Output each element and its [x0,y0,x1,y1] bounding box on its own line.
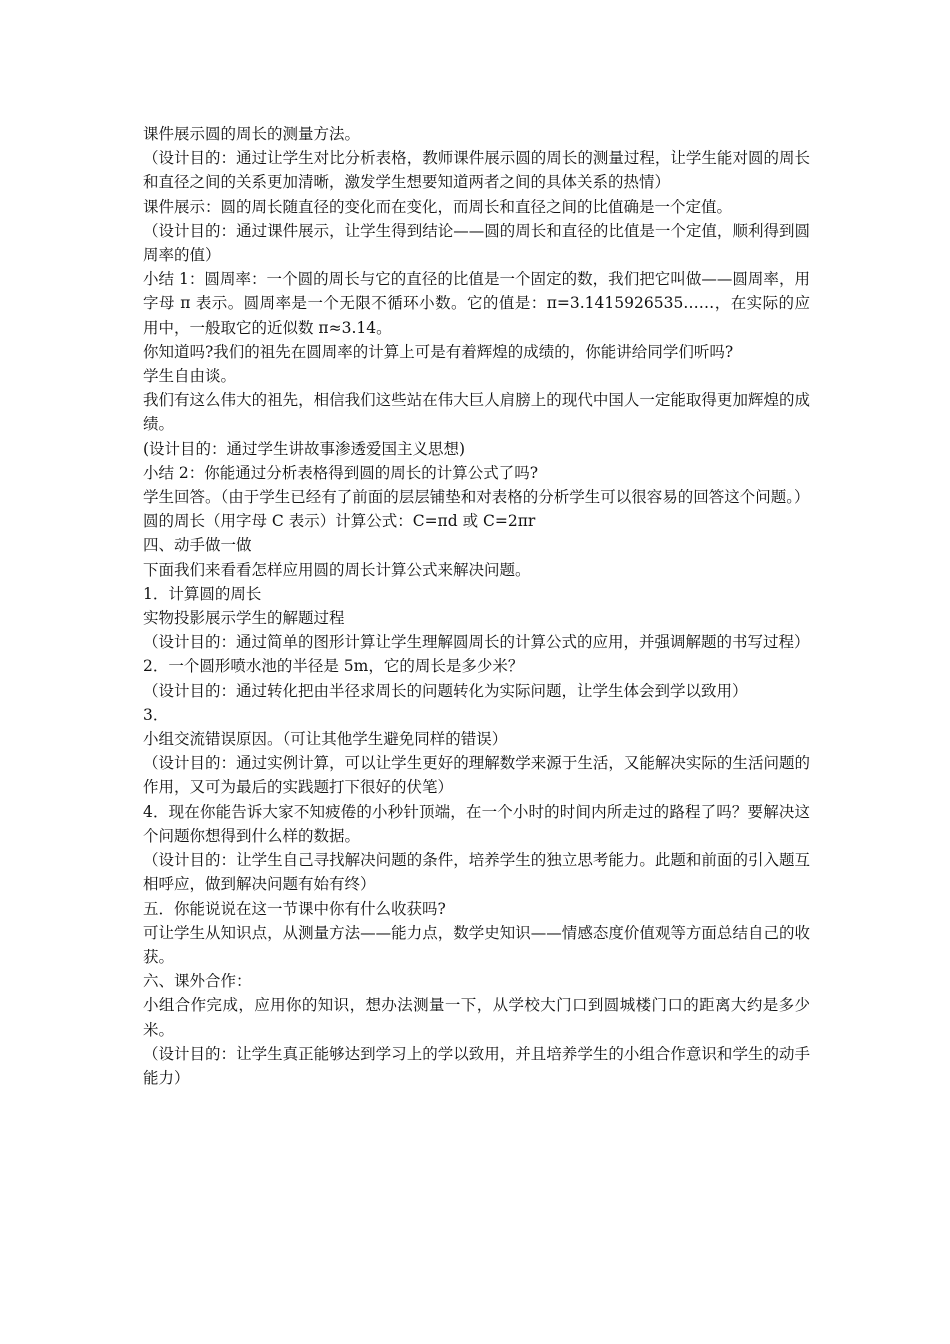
paragraph: 实物投影展示学生的解题过程 [143,609,345,628]
paragraph: (设计目的：通过学生讲故事渗透爱国主义思想) [143,439,466,458]
paragraph: （设计目的：通过实例计算，可以让学生更好的理解数学来源于生活，又能解决实际的生活问题的作用，又可为最后的实践题打下很好的伏笔） [143,754,810,797]
paragraph: （设计目的：让学生自己寻找解决问题的条件，培养学生的独立思考能力。此题和前面的引入题互相呼应，做到解决问题有始有终） [143,851,810,894]
section-heading: 六、课外合作： [143,972,252,991]
document-body [143,122,810,1090]
paragraph: （设计目的：通过课件展示，让学生得到结论——圆的周长和直径的比值是一个定值，顺利得到圆周率的值） [143,221,810,265]
paragraph: 下面我们来看看怎样应用圆的周长计算公式来解决问题。 [143,560,531,579]
section-heading: 四、动手做一做 [143,536,252,555]
paragraph: 4．现在你能告诉大家不知疲倦的小秒针顶端，在一个小时的时间内所走过的路程了吗？要解决这个问题你想得到什么样的数据。 [143,802,810,845]
paragraph: （设计目的：让学生真正能够达到学习上的学以致用，并且培养学生的小组合作意识和学生的动手能力） [143,1044,810,1087]
paragraph: （设计目的：通过让学生对比分析表格，教师课件展示圆的周长的测量过程，让学生能对圆的周长和直径之间的关系更加清晰，激发学生想要知道两者之间的具体关系的热情） [143,149,810,192]
paragraph: 课件展示圆的周长的测量方法。 [143,125,361,143]
paragraph: 圆的周长（用字母 C 表示）计算公式：C=πd 或 C=2πr [143,512,536,531]
paragraph: （设计目的：通过转化把由半径求周长的问题转化为实际问题，让学生体会到学以致用） [143,681,748,700]
paragraph: 小结 1：圆周率：一个圆的周长与它的直径的比值是一个固定的数，我们把它叫做——圆周率，用字母 π 表示。圆周率是一个无限不循环小数。它的值是：π=3.1415926535……，在实际的应用中，一般取它的近似数 π≈3.14。 [143,270,810,337]
paragraph: 小结 2：你能通过分析表格得到圆的周长的计算公式了吗? [143,463,539,482]
paragraph: 可让学生从知识点，从测量方法——能力点，数学史知识——情感态度价值观等方面总结自己的收获。 [143,923,810,966]
paragraph: 小组合作完成，应用你的知识，想办法测量一下，从学校大门口到圆城楼门口的距离大约是多少米。 [143,996,810,1039]
paragraph: 2．一个圆形喷水池的半径是 5m，它的周长是多少米？ [143,657,524,676]
paragraph: 1．计算圆的周长 [143,584,262,603]
paragraph: 小组交流错误原因。（可让其他学生避免同样的错误） [143,730,508,749]
paragraph: （设计目的：通过简单的图形计算让学生理解圆周长的计算公式的应用，并强调解题的书写过程） [143,633,810,652]
paragraph: 我们有这么伟大的祖先，相信我们这些站在伟大巨人肩膀上的现代中国人一定能取得更加辉煌的成绩。 [143,391,810,434]
paragraph: 你知道吗?我们的祖先在圆周率的计算上可是有着辉煌的成绩的，你能讲给同学们听吗? [143,342,734,361]
paragraph: 学生回答。（由于学生已经有了前面的层层铺垫和对表格的分析学生可以很容易的回答这个问题。） [143,488,810,507]
paragraph: 学生自由谈。 [143,367,237,386]
paragraph: 3． [143,705,169,724]
paragraph: 课件展示：圆的周长随直径的变化而在变化，而周长和直径之间的比值确是一个定值。 [143,197,733,216]
section-heading: 五．你能说说在这一节课中你有什么收获吗? [143,899,446,918]
